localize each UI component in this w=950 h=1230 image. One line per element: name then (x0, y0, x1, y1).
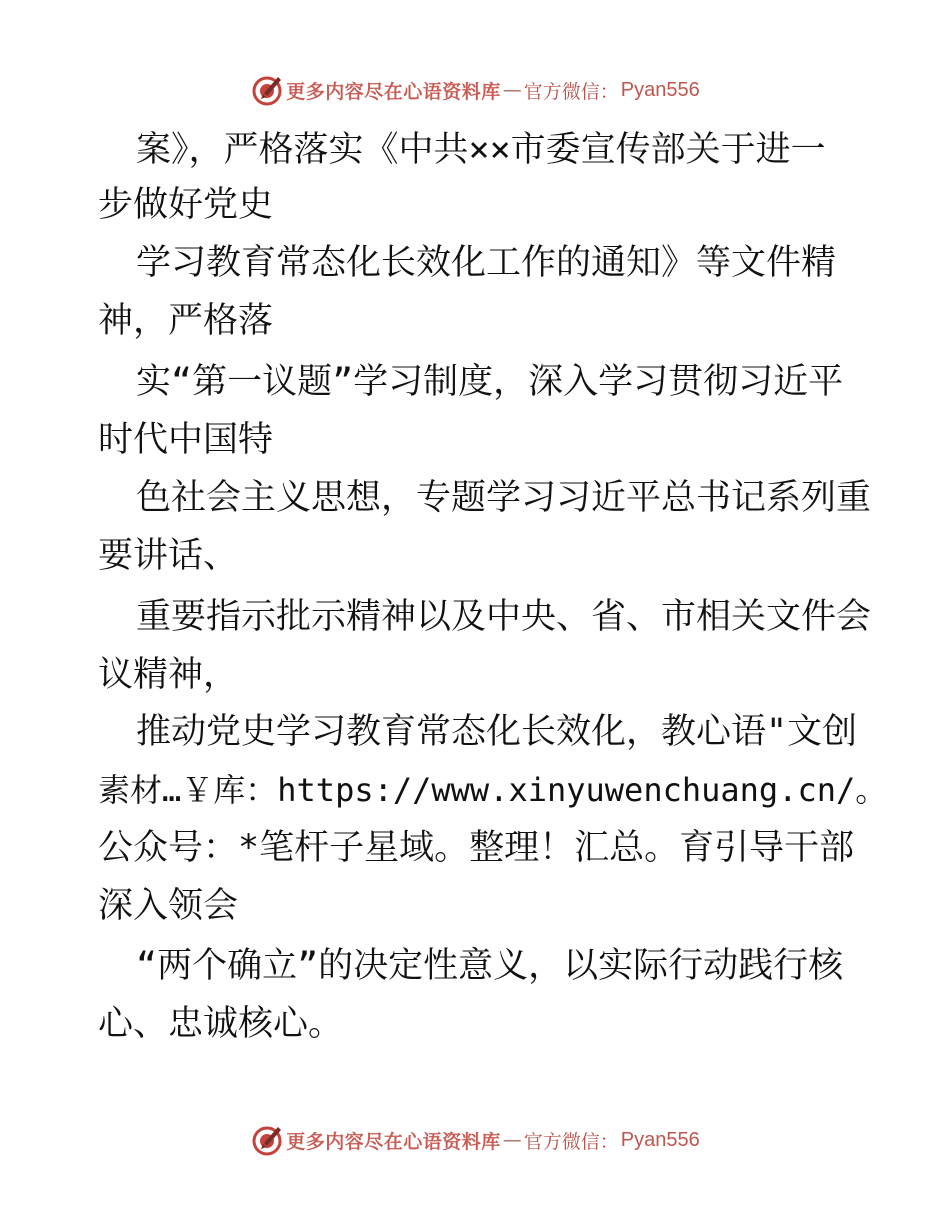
text-line: 重要指示批示精神以及中央、省、市相关文件会 (136, 597, 872, 637)
text-line: 深入领会 (98, 886, 239, 926)
header-banner (0, 70, 950, 110)
banner-text: 更多内容尽在心语资料库 (286, 1130, 501, 1153)
banner-wechat-label: 官方微信： (523, 1130, 619, 1153)
footer-banner (0, 1120, 950, 1160)
text-line: 步做好党史 (98, 185, 274, 225)
banner-separator: — (502, 79, 522, 101)
text-line: 学习教育常态化长效化工作的通知》等文件精 (136, 243, 837, 283)
pen-seal-logo-icon (250, 1123, 284, 1157)
text-line: 议精神， (98, 655, 239, 695)
pen-seal-logo-icon (250, 73, 284, 107)
banner-wechat-label: 官方微信： (523, 80, 619, 103)
text-line: 要讲话、 (98, 536, 239, 576)
text-line: 推动党史学习教育常态化长效化，教心语"文创 (136, 712, 858, 752)
text-line: 时代中国特 (98, 420, 274, 460)
banner-separator: — (502, 1129, 522, 1151)
text-line: 色社会主义思想，专题学习习近平总书记系列重 (136, 478, 872, 518)
text-line: 公众号：*笔杆子星域。整理！汇总。育引导干部 (98, 828, 855, 868)
banner-text: 更多内容尽在心语资料库 (286, 80, 501, 103)
text-line: “两个确立”的决定性意义，以实际行动践行核 (136, 946, 844, 986)
banner-wechat-id: Pyan556 (620, 78, 700, 101)
text-line: 案》，严格落实《中共××市委宣传部关于进一 (136, 130, 826, 170)
banner-wechat-id: Pyan556 (620, 1128, 700, 1151)
text-line: 实“第一议题”学习制度，深入学习贯彻习近平 (136, 362, 844, 402)
text-line: 素材…￥库：https://www.xinyuwenchuang.cn/。 (98, 771, 888, 809)
text-line: 神，严格落 (98, 301, 274, 341)
text-line: 心、忠诚核心。 (98, 1004, 344, 1044)
